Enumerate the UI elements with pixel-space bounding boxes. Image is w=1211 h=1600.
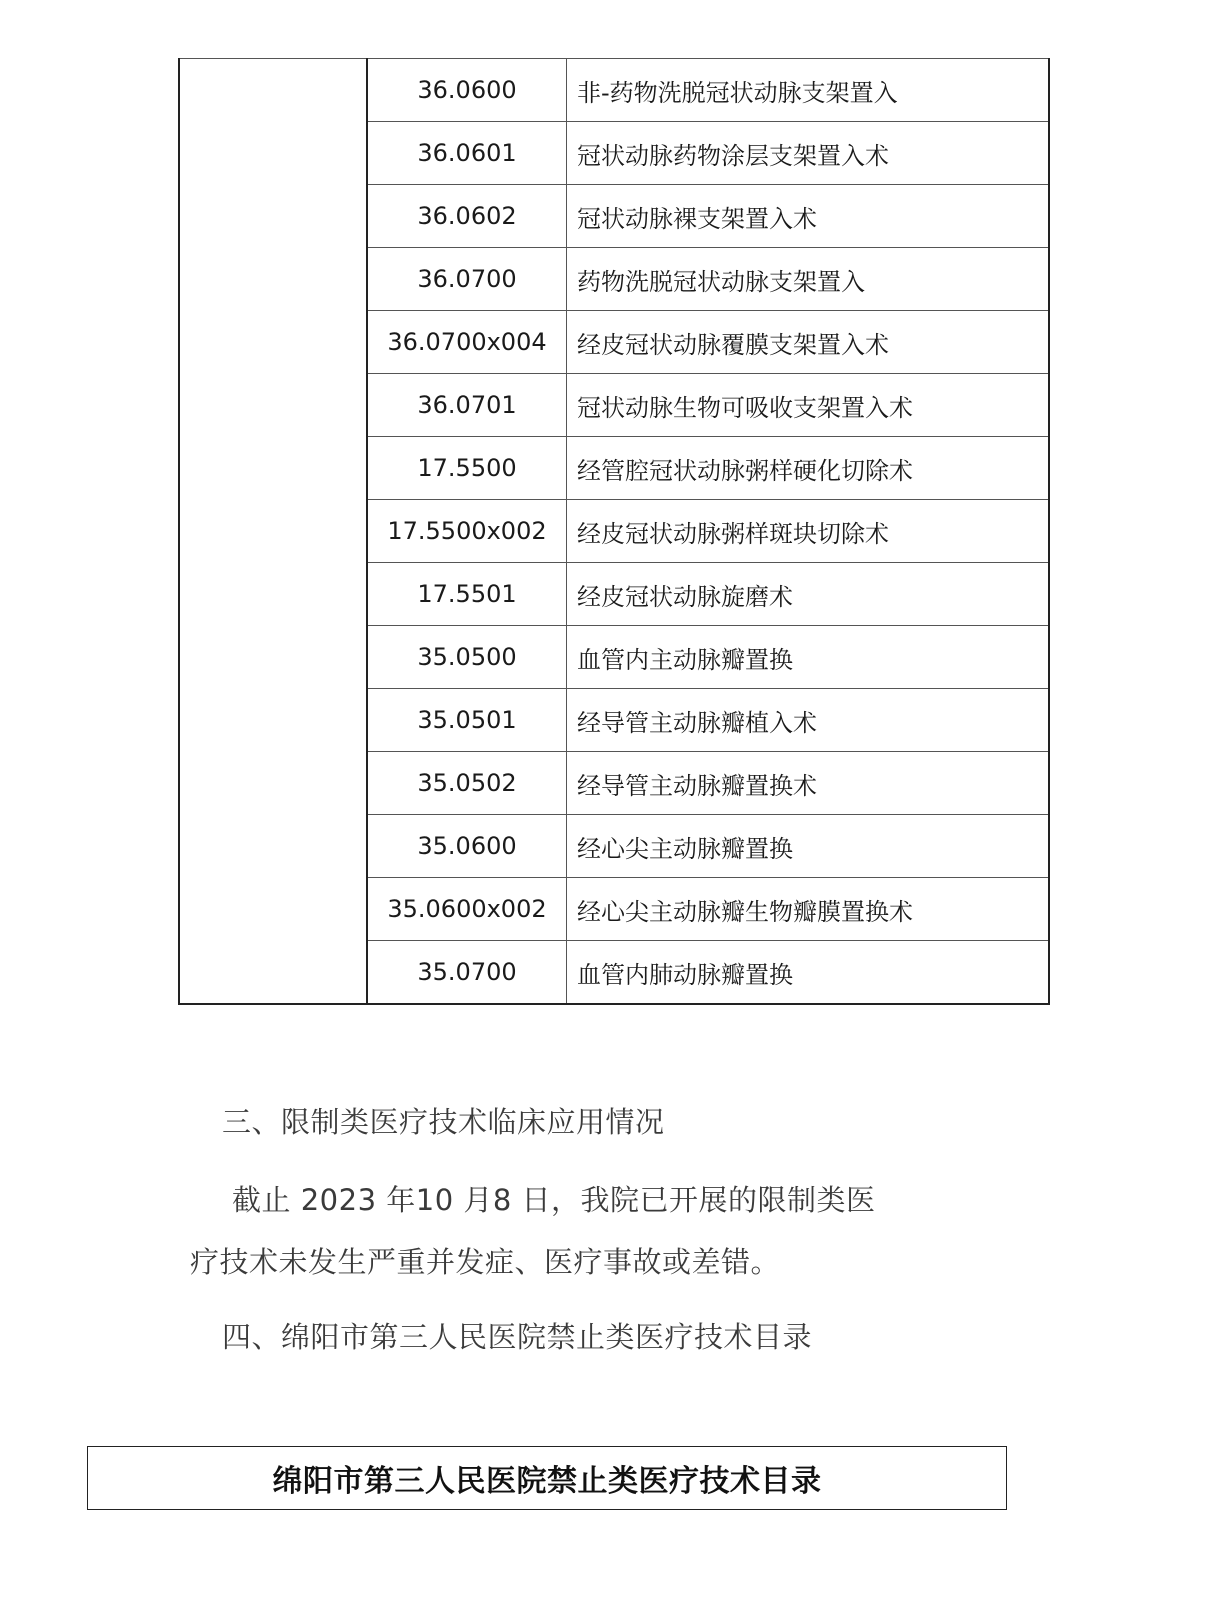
- procedure-name-cell: 经心尖主动脉瓣置换: [567, 815, 1050, 878]
- table-row: [179, 59, 1049, 122]
- procedure-name-cell: 经皮冠状动脉粥样斑块切除术: [567, 500, 1050, 563]
- section-3-paragraph-line-2: 疗技术未发生严重并发症、医疗事故或差错。: [190, 1245, 781, 1279]
- procedure-code-cell: 35.0600: [367, 815, 567, 878]
- procedure-name-cell: 经心尖主动脉瓣生物瓣膜置换术: [567, 878, 1050, 941]
- procedure-code-cell: 36.0701: [367, 374, 567, 437]
- procedure-code-cell: 35.0600x002: [367, 878, 567, 941]
- procedure-code-cell: 17.5501: [367, 563, 567, 626]
- procedure-code-cell: 35.0502: [367, 752, 567, 815]
- procedure-name-cell: 冠状动脉生物可吸收支架置入术: [567, 374, 1050, 437]
- procedure-name-cell: 药物洗脱冠状动脉支架置入: [567, 248, 1050, 311]
- procedure-code-cell: 35.0500: [367, 626, 567, 689]
- procedure-name-cell: 冠状动脉药物涂层支架置入术: [567, 122, 1050, 185]
- procedure-name-cell: 经导管主动脉瓣置换术: [567, 752, 1050, 815]
- procedure-name-cell: 非-药物洗脱冠状动脉支架置入: [567, 59, 1050, 122]
- procedure-name-cell: 经皮冠状动脉覆膜支架置入术: [567, 311, 1050, 374]
- procedure-name-cell: 冠状动脉裸支架置入术: [567, 185, 1050, 248]
- section-3-paragraph-line-1: 截止 2023 年10 月8 日，我院已开展的限制类医: [232, 1183, 876, 1217]
- procedure-code-cell: 35.0501: [367, 689, 567, 752]
- procedure-name-cell: 经皮冠状动脉旋磨术: [567, 563, 1050, 626]
- procedure-code-cell: 36.0601: [367, 122, 567, 185]
- prohibited-catalog-title: 绵阳市第三人民医院禁止类医疗技术目录: [272, 1464, 822, 1499]
- procedure-name-cell: 经导管主动脉瓣植入术: [567, 689, 1050, 752]
- procedure-name-cell: 经管腔冠状动脉粥样硬化切除术: [567, 437, 1050, 500]
- procedure-name-cell: 血管内主动脉瓣置换: [567, 626, 1050, 689]
- procedure-code-cell: 36.0700x004: [367, 311, 567, 374]
- procedure-table-container: [178, 58, 1050, 1005]
- procedure-code-cell: 36.0602: [367, 185, 567, 248]
- procedure-code-cell: 35.0700: [367, 941, 567, 1005]
- procedure-code-cell: 17.5500: [367, 437, 567, 500]
- prohibited-catalog-title-box: [87, 1446, 1007, 1510]
- procedure-code-cell: 17.5500x002: [367, 500, 567, 563]
- section-4-heading: 四、绵阳市第三人民医院禁止类医疗技术目录: [222, 1320, 813, 1354]
- procedure-name-cell: 血管内肺动脉瓣置换: [567, 941, 1050, 1005]
- category-cell: [179, 59, 367, 1005]
- procedure-table: [178, 58, 1050, 1005]
- section-3-heading: 三、限制类医疗技术临床应用情况: [222, 1105, 665, 1139]
- procedure-code-cell: 36.0600: [367, 59, 567, 122]
- procedure-code-cell: 36.0700: [367, 248, 567, 311]
